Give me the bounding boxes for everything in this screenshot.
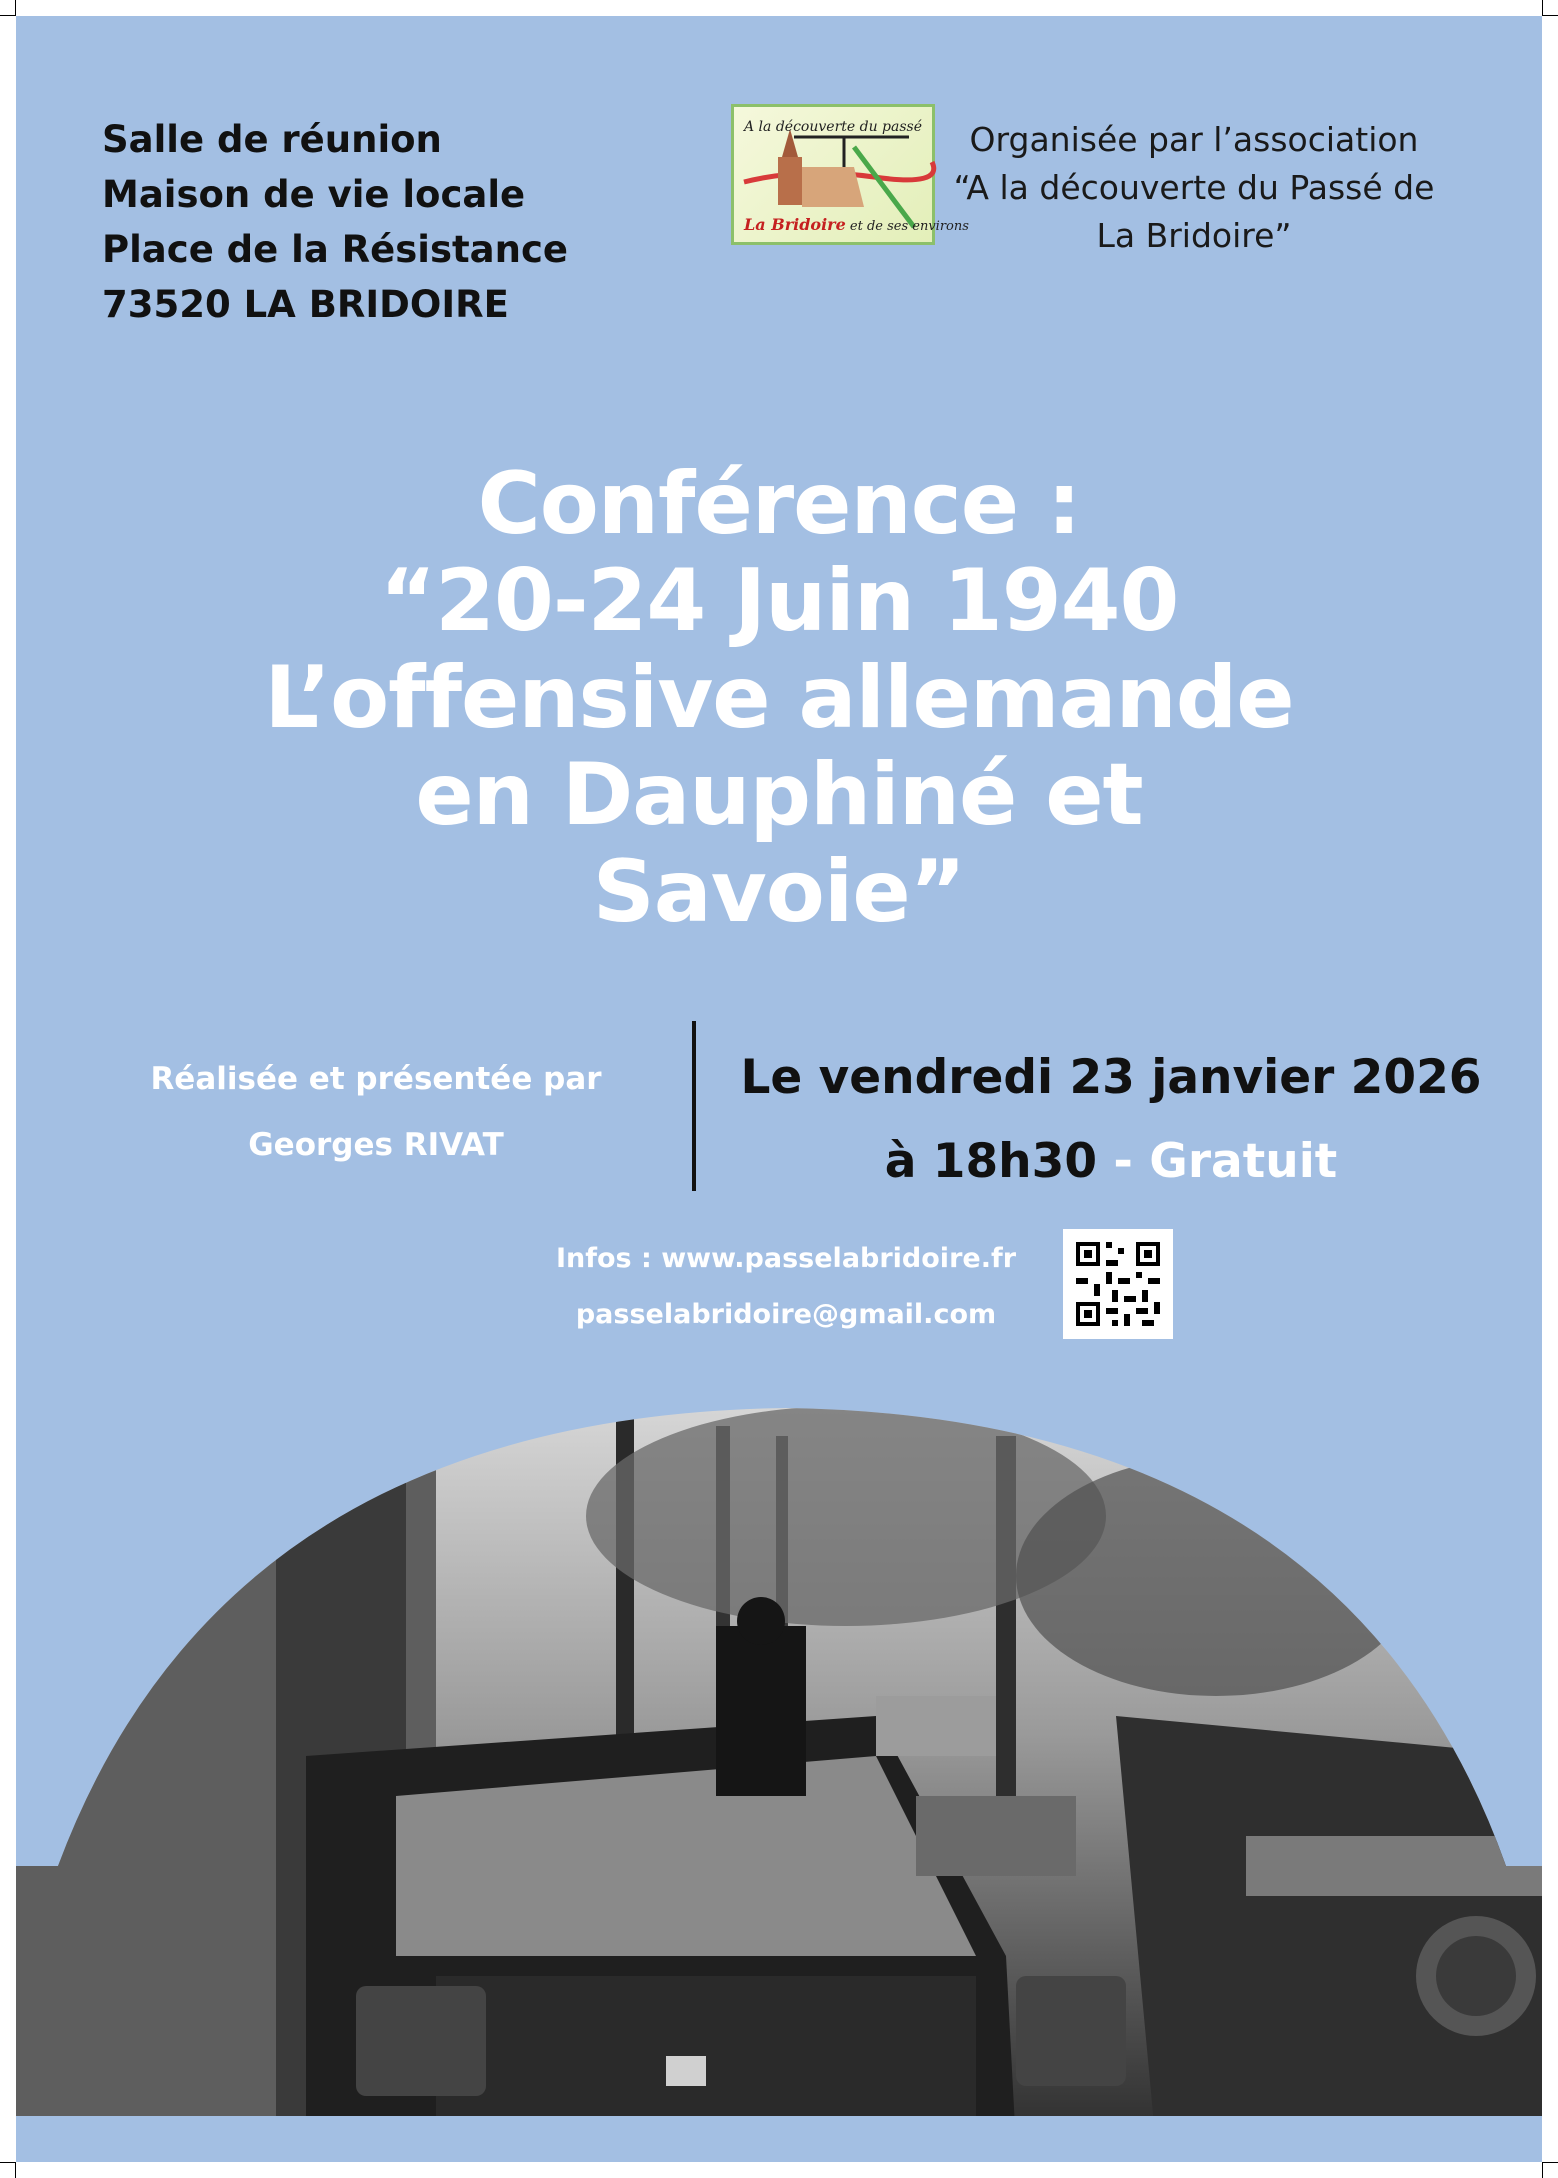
event-price: Gratuit xyxy=(1149,1134,1338,1189)
title-line-5: Savoie” xyxy=(592,842,966,942)
title-line-1: Conférence : xyxy=(477,454,1081,554)
conference-title xyxy=(16,456,1542,941)
event-time: à 18h30 xyxy=(884,1134,1098,1189)
event-separator: - xyxy=(1097,1134,1150,1189)
organizer-line-2: “A la découverte du Passé de xyxy=(953,168,1435,207)
email-link[interactable]: passelabridoire@gmail.com xyxy=(575,1299,997,1330)
address-line-4: 73520 LA BRIDOIRE xyxy=(102,283,509,326)
organizer-text xyxy=(934,116,1454,260)
title-line-2: “20-24 Juin 1940 xyxy=(379,551,1179,651)
venue-address xyxy=(102,112,568,332)
organizer-line-1: Organisée par l’association xyxy=(969,120,1419,159)
poster xyxy=(16,16,1542,2162)
vertical-divider xyxy=(692,1021,696,1191)
contact-infos xyxy=(526,1231,1046,1343)
crop-mark-top-right xyxy=(1542,0,1558,16)
logo-top-text: A la découverte du passé xyxy=(744,119,923,135)
title-line-3: L’offensive allemande xyxy=(264,648,1294,748)
address-line-1: Salle de réunion xyxy=(102,118,442,161)
crop-mark-bottom-right xyxy=(1542,2162,1558,2178)
qr-code-graphic xyxy=(1063,1229,1173,1339)
crop-mark-top-left xyxy=(0,0,16,16)
organizer-line-3: La Bridoire” xyxy=(1096,216,1292,255)
event-date: Le vendredi 23 janvier 2026 xyxy=(740,1050,1482,1105)
website-link[interactable]: Infos : www.passelabridoire.fr xyxy=(555,1243,1017,1274)
title-line-4: en Dauphiné et xyxy=(415,745,1143,845)
presenter-label: Réalisée et présentée par xyxy=(150,1061,602,1097)
presenter-name: Georges RIVAT xyxy=(248,1127,504,1163)
logo-bottom-suffix: et de ses environs xyxy=(849,219,969,234)
event-datetime xyxy=(716,1036,1506,1204)
address-line-3: Place de la Résistance xyxy=(102,228,569,271)
address-line-2: Maison de vie locale xyxy=(102,173,526,216)
association-logo xyxy=(731,104,969,245)
historical-tank-photo xyxy=(16,1396,1542,2146)
crop-mark-bottom-left xyxy=(0,2162,16,2178)
logo-brand: La Bridoire xyxy=(744,215,846,234)
presenter-block xyxy=(116,1046,636,1178)
qr-code-icon[interactable] xyxy=(1063,1229,1173,1339)
event-time-line xyxy=(716,1120,1506,1204)
